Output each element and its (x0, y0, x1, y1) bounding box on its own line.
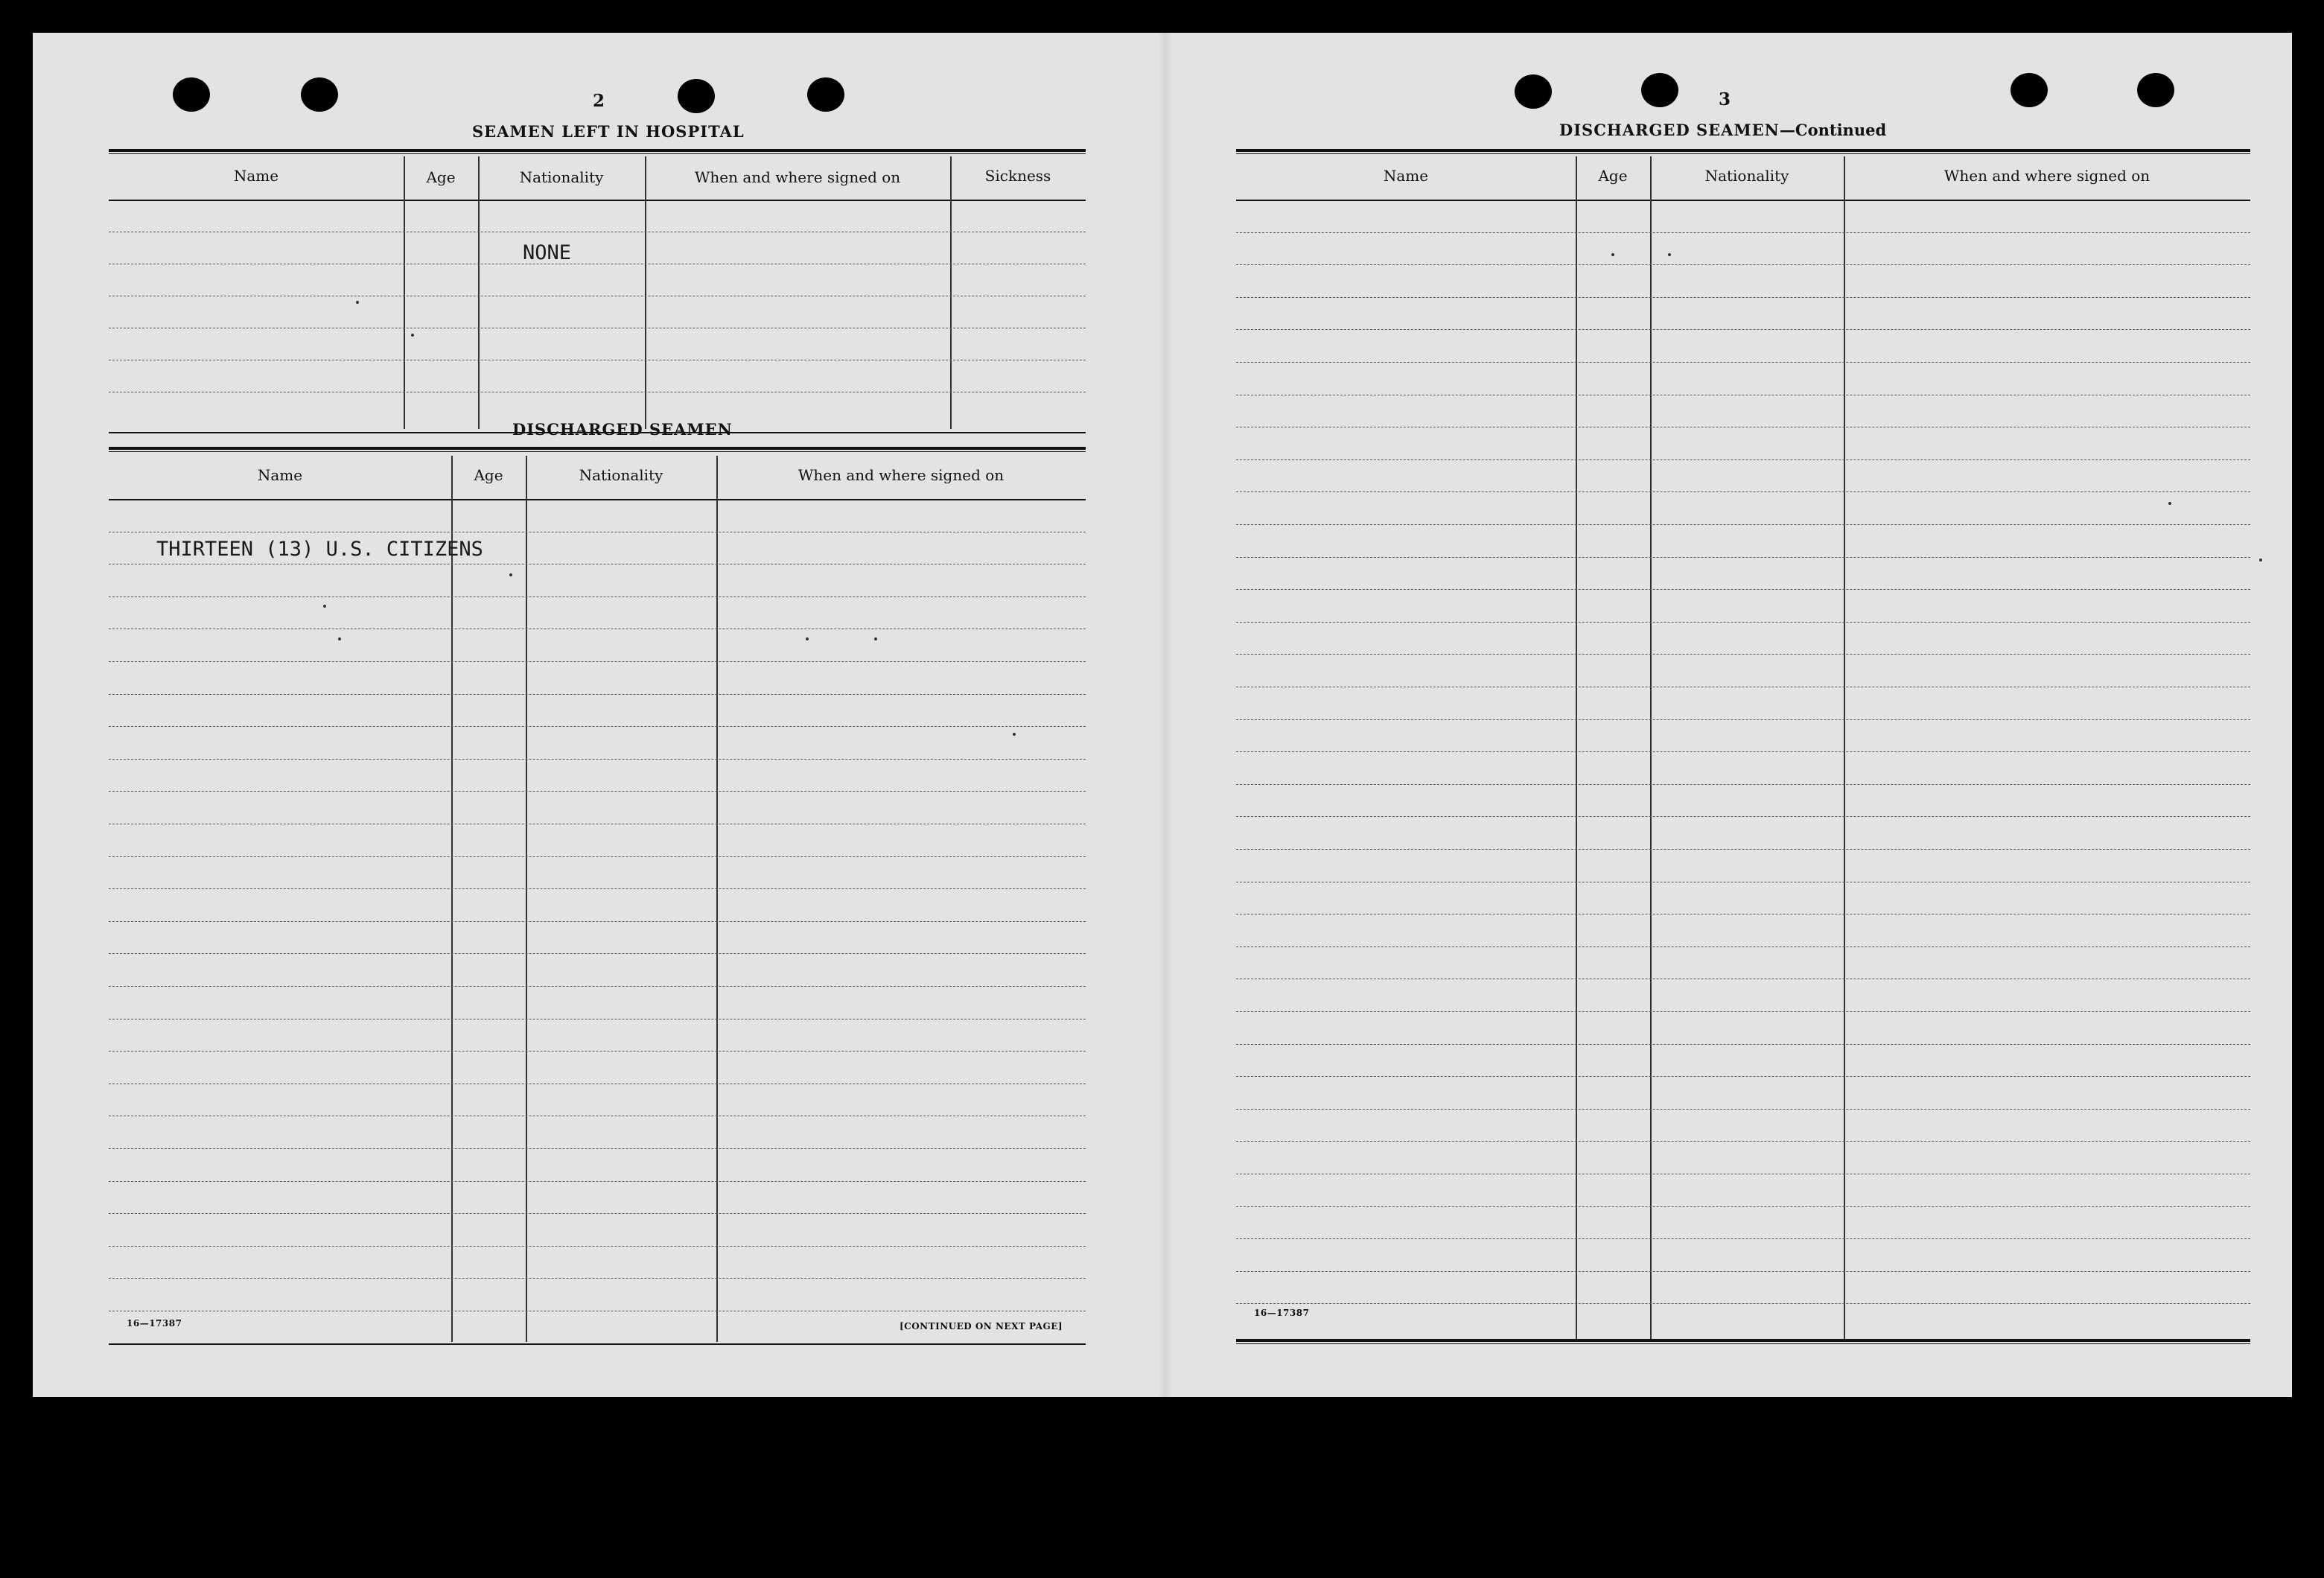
page-fold (1159, 33, 1172, 1397)
punch-hole (1641, 73, 1678, 107)
ledger-row (109, 921, 1086, 922)
discharged-entry-name: THIRTEEN (13) U.S. CITIZENS (156, 538, 483, 561)
ledger-row (109, 661, 1086, 662)
speck (411, 334, 414, 337)
ledger-row (1236, 654, 2250, 655)
hospital-col-nationality: Nationality (519, 168, 604, 186)
column-divider (526, 456, 527, 1342)
hospital-col-signed-on: When and where signed on (694, 168, 901, 186)
ledger-row (1236, 459, 2250, 460)
column-divider (1844, 156, 1845, 1339)
discharged-cont-col-signed-on: When and where signed on (1943, 167, 2151, 185)
ledger-row (109, 888, 1086, 889)
ledger-row (1236, 232, 2250, 233)
ledger-row (109, 694, 1086, 695)
continued-note: [CONTINUED ON NEXT PAGE] (900, 1321, 1063, 1332)
column-divider (1650, 156, 1652, 1339)
page-number-left: 2 (593, 91, 605, 111)
discharged-col-nationality: Nationality (579, 466, 663, 484)
hospital-col-name: Name (233, 167, 279, 185)
discharged-continued-suffix: —Continued (1779, 121, 1887, 139)
ledger-row (109, 986, 1086, 987)
discharged-continued-title (1559, 121, 1886, 139)
ledger-row (1236, 849, 2250, 850)
discharged-bottom-rule-right (1236, 1339, 2250, 1344)
discharged-cont-col-age: Age (1598, 167, 1628, 185)
ledger-row (109, 1148, 1086, 1149)
form-number-left: 16—17387 (127, 1318, 182, 1329)
ledger-row (109, 953, 1086, 954)
discharged-cont-col-nationality: Nationality (1704, 167, 1789, 185)
ledger-row (1236, 1141, 2250, 1142)
ledger-row (1236, 1109, 2250, 1110)
ledger-row (109, 596, 1086, 597)
column-divider (451, 456, 453, 1342)
speck (338, 637, 341, 640)
ledger-row (1236, 1076, 2250, 1077)
discharged-cont-col-name: Name (1383, 167, 1429, 185)
ledger-row (109, 1213, 1086, 1214)
ledger-row (1236, 524, 2250, 525)
ledger-row (1236, 784, 2250, 785)
discharged-section-title: DISCHARGED SEAMEN (512, 420, 733, 439)
speck (1013, 733, 1016, 736)
speck (806, 637, 809, 640)
column-divider (1576, 156, 1577, 1339)
ledger-row (109, 726, 1086, 727)
punch-hole (173, 77, 210, 112)
ledger-row (1236, 1011, 2250, 1012)
ledger-row (109, 759, 1086, 760)
ledger-row (1236, 1271, 2250, 1272)
ledger-row (109, 1246, 1086, 1247)
speck (1668, 253, 1671, 256)
speck (874, 637, 877, 640)
column-divider (950, 156, 952, 429)
ledger-row (1236, 362, 2250, 363)
speck (2259, 559, 2262, 561)
ledger-row (1236, 1303, 2250, 1304)
hospital-section-title: SEAMEN LEFT IN HOSPITAL (472, 122, 745, 141)
punch-hole (678, 79, 715, 113)
hospital-title-rule (109, 149, 1086, 154)
speck (1611, 253, 1614, 256)
page-number-right: 3 (1719, 89, 1731, 109)
hospital-col-age: Age (426, 168, 456, 186)
discharged-title-rule (109, 447, 1086, 452)
ledger-row (1236, 816, 2250, 817)
ledger-row (1236, 329, 2250, 330)
form-number-right: 16—17387 (1254, 1308, 1310, 1318)
column-divider (404, 156, 405, 429)
punch-hole (301, 77, 338, 112)
ledger-row (1236, 491, 2250, 492)
ledger-row (1236, 751, 2250, 752)
speck (356, 301, 359, 304)
ledger-row (1236, 719, 2250, 720)
column-divider (645, 156, 646, 429)
ledger-row (109, 1278, 1086, 1279)
hospital-entry-nationality: NONE (523, 241, 572, 264)
ledger-row (109, 856, 1086, 857)
speck (509, 573, 512, 576)
speck (323, 605, 326, 608)
discharged-ledger-left (109, 456, 1086, 1342)
discharged-col-age: Age (474, 466, 503, 484)
document-sheet (33, 33, 2292, 1397)
hospital-col-sickness: Sickness (984, 167, 1051, 185)
discharged-continued-title-text: DISCHARGED SEAMEN (1559, 121, 1780, 139)
punch-hole (807, 77, 844, 112)
ledger-row (1236, 557, 2250, 558)
discharged-col-signed-on: When and where signed on (798, 466, 1005, 484)
column-divider (716, 456, 718, 1342)
punch-hole (1515, 74, 1552, 109)
ledger-row (109, 1181, 1086, 1182)
ledger-row (1236, 622, 2250, 623)
ledger-row (1236, 1238, 2250, 1239)
ledger-row (109, 791, 1086, 792)
ledger-row (1236, 1044, 2250, 1045)
punch-hole (2137, 73, 2174, 107)
speck (2168, 502, 2171, 505)
column-divider (478, 156, 480, 429)
ledger-row (1236, 1206, 2250, 1207)
hospital-ledger (109, 156, 1086, 429)
punch-hole (2011, 73, 2048, 107)
discharged-col-name: Name (257, 466, 303, 484)
ledger-row (109, 1051, 1086, 1052)
ledger-row (1236, 589, 2250, 590)
discharged-continued-title-rule (1236, 149, 2250, 154)
ledger-row (1236, 264, 2250, 265)
discharged-ledger-right (1236, 156, 2250, 1339)
ledger-row (1236, 297, 2250, 298)
discharged-bottom-rule-left (109, 1343, 1086, 1345)
